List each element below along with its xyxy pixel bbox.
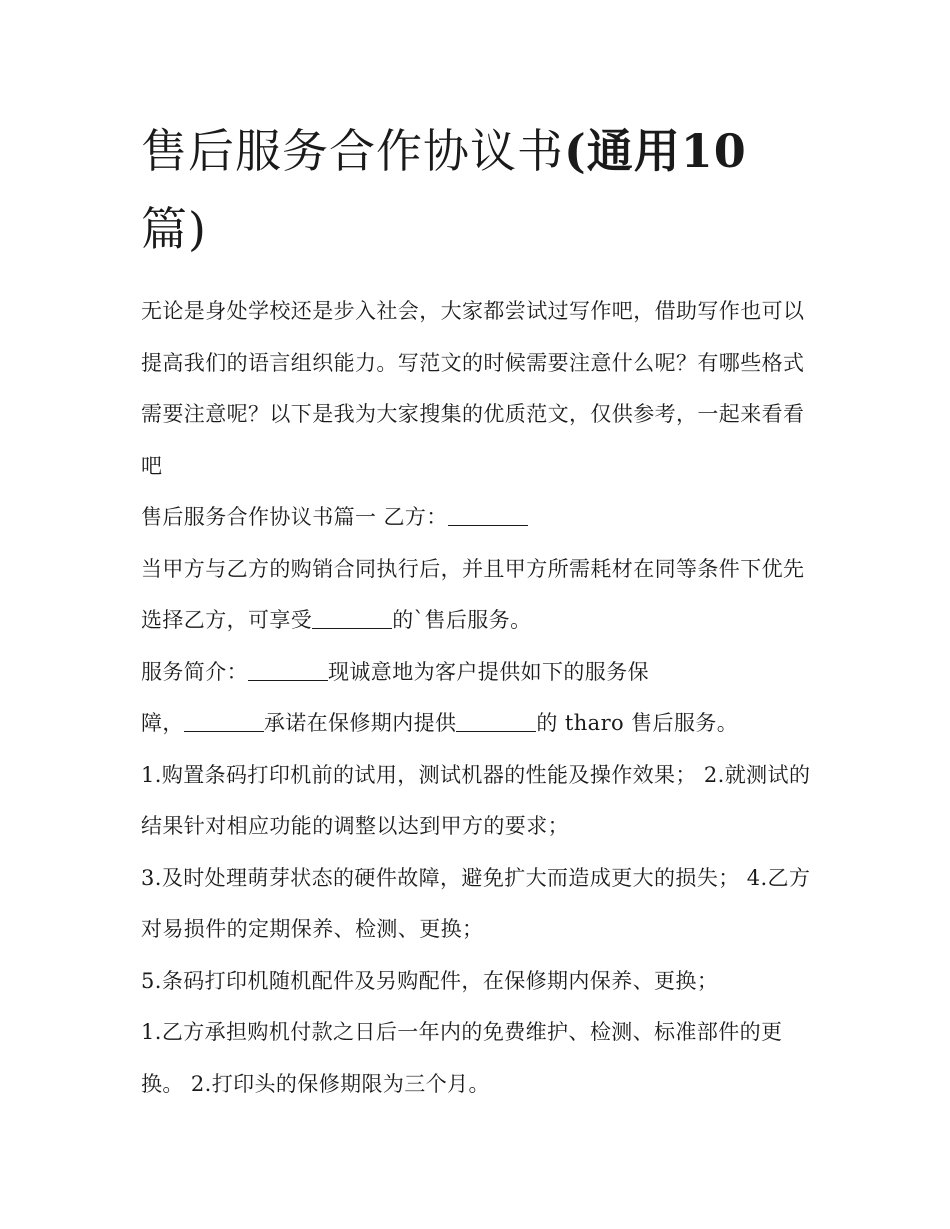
- purchase-text-end: 的`售后服务。: [392, 608, 532, 632]
- section-heading-text: 售后服务合作协议书篇一 乙方：: [141, 505, 448, 529]
- service-label: 服务简介：: [141, 659, 248, 684]
- blank-line: [184, 710, 264, 732]
- title-end: 篇): [141, 202, 207, 256]
- title-text: 售后服务合作协议书: [141, 124, 564, 178]
- intro-paragraph: 无论是身处学校还是步入社会，大家都尝试过写作吧，借助写作也可以提高我们的语言组织能力。写范文的时候需要注意什么呢？有哪些格式需要注意呢？以下是我为大家搜集的优质范文，仅供参考，一起来看看吧: [141, 299, 805, 478]
- service-text-4: 的 tharo 售后服务。: [536, 711, 739, 735]
- section-heading: [141, 492, 813, 544]
- blank-line: [448, 504, 528, 526]
- list-item: 1.购置条码打印机前的试用，测试机器的性能及操作效果； 2.就测试的结果针对相应功能的调整以达到甲方的要求；: [141, 762, 811, 838]
- purchase-text: 当甲方与乙方的购销合同执行后，并且甲方所需耗材在同等条件下优先选择乙方，可享受: [141, 556, 805, 632]
- title-suffix: (通用10: [564, 124, 747, 178]
- list-item: 5.条码打印机随机配件及另购配件，在保修期内保养、更换；: [141, 968, 719, 993]
- paragraph-service: [141, 647, 813, 750]
- service-text: 现诚意地为客户提供如下的服务保: [328, 659, 649, 684]
- blank-line: [248, 659, 328, 681]
- service-text-3: 承诺在保修期内提供: [263, 711, 457, 735]
- document-page: [141, 112, 813, 1110]
- blank-line: [312, 607, 392, 629]
- paragraph-purchase: [141, 544, 813, 647]
- document-title: [141, 112, 813, 268]
- blank-line: [456, 710, 536, 732]
- service-text-2: 障，: [141, 711, 184, 735]
- list-item: 1.乙方承担购机付款之日后一年内的免费维护、检测、标准部件的更换。 2.打印头的保修期限为三个月。: [141, 1020, 783, 1096]
- list-item: 3.及时处理萌芽状态的硬件故障，避免扩大而造成更大的损失； 4.乙方对易损件的定期保养、检测、更换；: [141, 865, 811, 941]
